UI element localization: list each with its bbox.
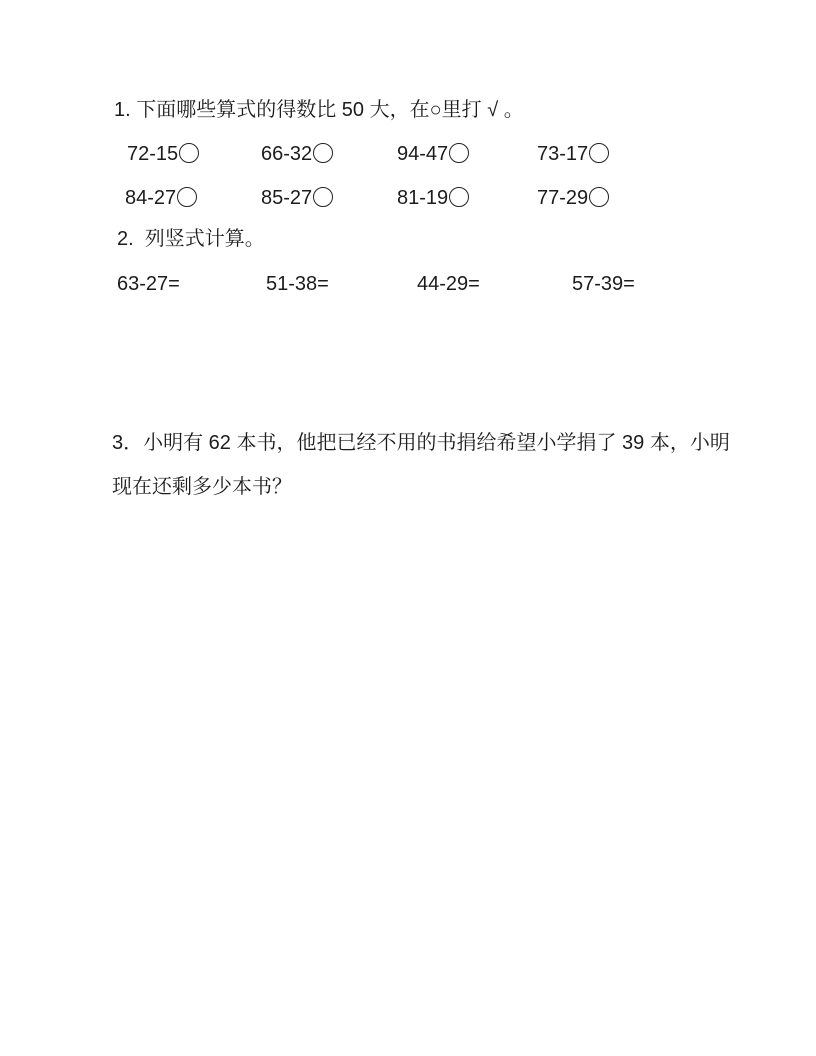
expression-text: 77-29	[537, 187, 589, 209]
answer-circle[interactable]	[449, 143, 469, 163]
expression-item	[127, 143, 199, 166]
expression-item	[125, 187, 197, 210]
expression-item: 63-27=	[117, 273, 180, 295]
answer-circle[interactable]	[179, 143, 199, 163]
expression-item	[261, 143, 333, 166]
expression-text: 73-17	[537, 143, 589, 165]
expression-item	[537, 187, 609, 210]
expression-item	[537, 143, 609, 166]
expression-text: 81-19	[397, 187, 449, 209]
problem2-title: 2. 列竖式计算。	[117, 228, 265, 250]
expression-text: 85-27	[261, 187, 313, 209]
expression-item	[261, 187, 333, 210]
problem1-title: 1. 下面哪些算式的得数比 50 大，在○里打 √ 。	[114, 99, 524, 121]
problem3-text-line2: 现在还剩多少本书？	[112, 476, 292, 498]
expression-text: 66-32	[261, 143, 313, 165]
expression-item: 44-29=	[417, 273, 480, 295]
expression-text: 84-27	[125, 187, 177, 209]
answer-circle[interactable]	[313, 187, 333, 207]
answer-circle[interactable]	[449, 187, 469, 207]
expression-text: 72-15	[127, 143, 179, 165]
problem3-text-line1: 3．小明有 62 本书，他把已经不用的书捐给希望小学捐了 39 本，小明	[112, 432, 730, 454]
expression-item	[397, 187, 469, 210]
expression-item	[397, 143, 469, 166]
answer-circle[interactable]	[589, 143, 609, 163]
answer-circle[interactable]	[589, 187, 609, 207]
expression-item: 57-39=	[572, 273, 635, 295]
answer-circle[interactable]	[177, 187, 197, 207]
answer-circle[interactable]	[313, 143, 333, 163]
expression-item: 51-38=	[266, 273, 329, 295]
expression-text: 94-47	[397, 143, 449, 165]
